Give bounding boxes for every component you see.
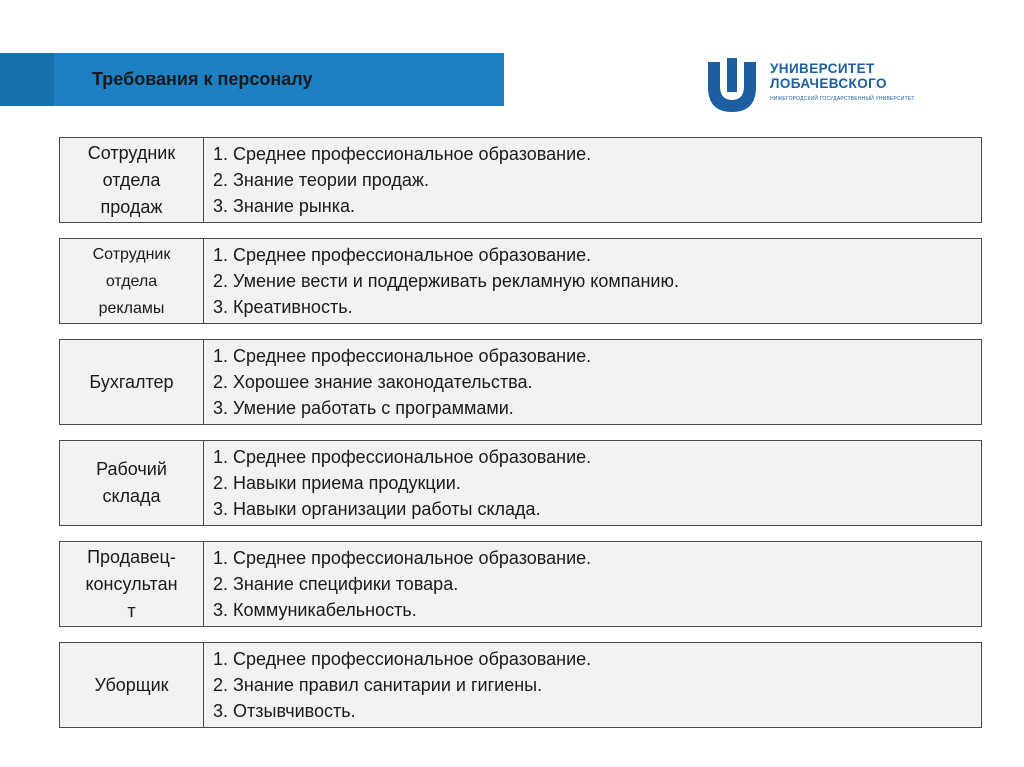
requirement-item: 1. Среднее профессиональное образование. <box>213 346 592 366</box>
requirements-list <box>204 643 981 727</box>
university-logo <box>704 56 924 114</box>
logo-subtitle: НИЖЕГОРОДСКИЙ ГОСУДАРСТВЕННЫЙ УНИВЕРСИТЕТ <box>770 96 915 102</box>
requirement-item: 2. Хорошее знание законодательства. <box>213 372 533 392</box>
requirement-item: 2. Знание специфики товара. <box>213 574 459 594</box>
requirement-item: 1. Среднее профессиональное образование. <box>213 144 592 164</box>
requirement-item: 2. Умение вести и поддерживать рекламную компанию. <box>213 271 679 291</box>
requirement-item: 1. Среднее профессиональное образование. <box>213 649 592 669</box>
logo-name <box>770 61 887 91</box>
role-cell: Бухгалтер <box>60 340 204 424</box>
requirement-item: 2. Навыки приема продукции. <box>213 473 461 493</box>
table-row <box>59 642 982 728</box>
title-bar <box>0 53 504 106</box>
requirement-item: 3. Навыки организации работы склада. <box>213 499 541 519</box>
title-bar-accent <box>0 53 54 106</box>
requirement-item: 1. Среднее профессиональное образование. <box>213 548 592 568</box>
requirement-item: 3. Отзывчивость. <box>213 701 356 721</box>
role-cell: Рабочий склада <box>60 441 204 525</box>
requirements-list <box>204 542 981 626</box>
logo-name-line2: ЛОБАЧЕВСКОГО <box>770 76 887 91</box>
requirements-list <box>204 340 981 424</box>
requirements-table <box>59 137 982 743</box>
requirement-item: 2. Знание теории продаж. <box>213 170 429 190</box>
table-row <box>59 238 982 324</box>
requirements-list <box>204 239 981 323</box>
table-row <box>59 137 982 223</box>
requirement-item: 1. Среднее профессиональное образование. <box>213 245 592 265</box>
requirements-list <box>204 441 981 525</box>
role-cell: Продавец- консультан т <box>60 542 204 626</box>
table-row <box>59 339 982 425</box>
role-cell: Сотрудник отдела рекламы <box>60 239 204 323</box>
role-cell: Уборщик <box>60 643 204 727</box>
page-title: Требования к персоналу <box>92 69 313 89</box>
logo-name-line1: УНИВЕРСИТЕТ <box>770 61 875 76</box>
requirements-list <box>204 138 981 222</box>
role-cell: Сотрудник отдела продаж <box>60 138 204 222</box>
requirement-item: 1. Среднее профессиональное образование. <box>213 447 592 467</box>
requirement-item: 2. Знание правил санитарии и гигиены. <box>213 675 543 695</box>
university-logo-icon <box>704 56 760 114</box>
table-row <box>59 541 982 627</box>
requirement-item: 3. Коммуникабельность. <box>213 600 417 620</box>
requirement-item: 3. Умение работать с программами. <box>213 398 514 418</box>
table-row <box>59 440 982 526</box>
requirement-item: 3. Креативность. <box>213 297 353 317</box>
requirement-item: 3. Знание рынка. <box>213 196 356 216</box>
